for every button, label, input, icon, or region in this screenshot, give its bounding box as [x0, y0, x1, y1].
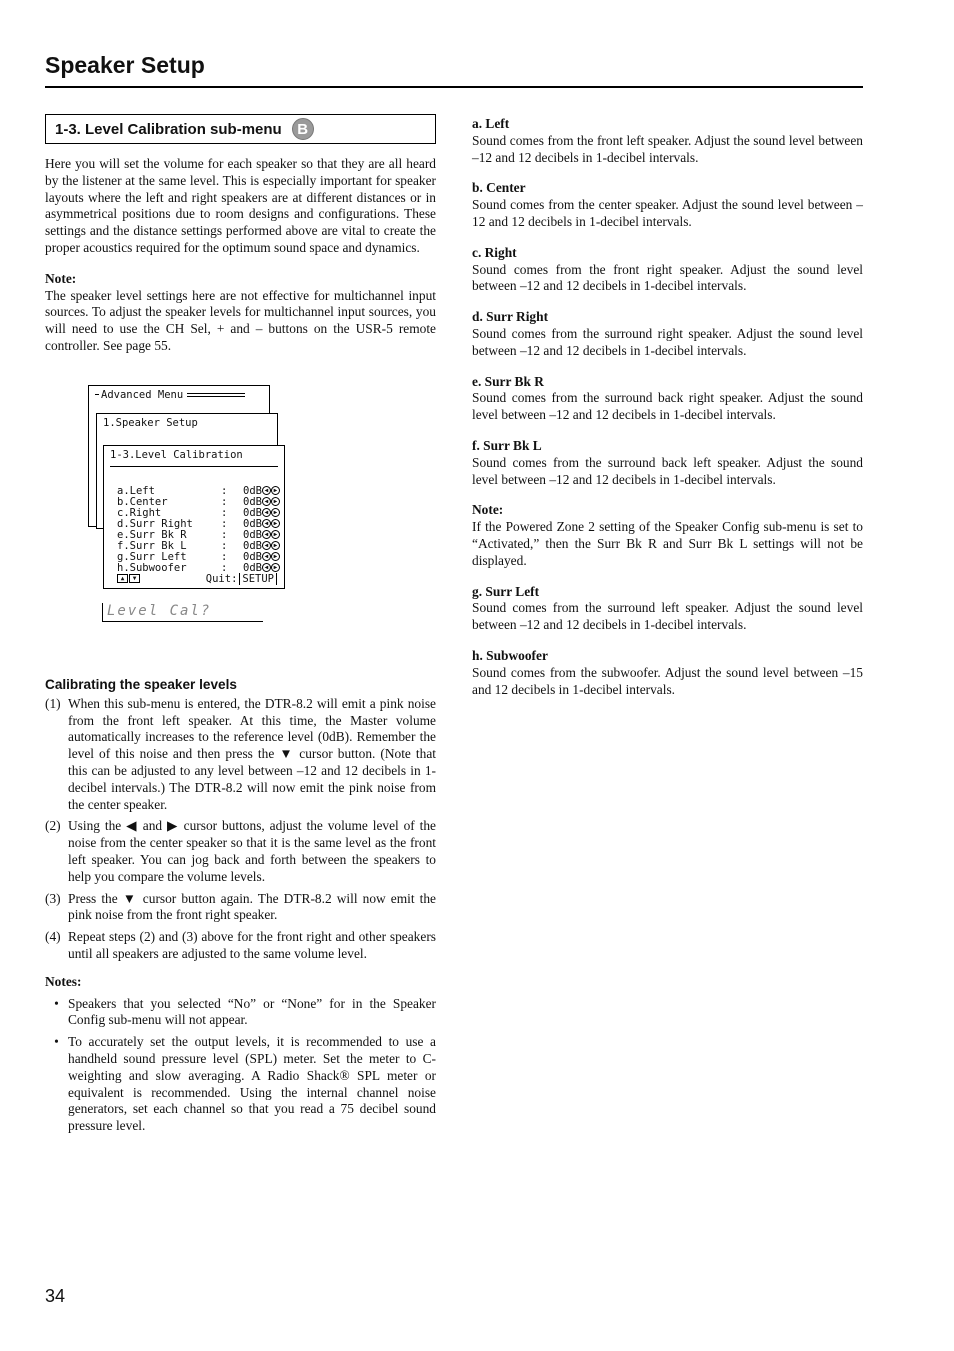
osd-row-value: 0dB — [243, 495, 262, 508]
notes-list — [45, 996, 436, 1135]
note-item-text: To accurately set the output levels, it is recommended to use a handheld sound pressure level (SPL) meter. Set the meter to C-weighting and slow averaging. A Radio Shack® SPL meter or equivalent is recommended. Using the internal channel noise generators, set each channel so that you read a 75 decibel sound pressure level. — [68, 1034, 436, 1134]
section-title: 1-3. Level Calibration sub-menu — [55, 120, 282, 138]
osd-level-calibration-window — [103, 445, 285, 589]
left-arrow-icon: ◀ — [262, 486, 271, 495]
osd-row-name: c.Right — [117, 506, 162, 519]
left-arrow-icon: ◀ — [262, 541, 271, 550]
setting-item — [472, 116, 863, 166]
setting-item — [472, 245, 863, 295]
setting-label: h. Subwoofer — [472, 647, 548, 663]
front-display: Level Cal? — [102, 603, 263, 622]
osd-window-title: 1.Speaker Setup — [103, 416, 198, 429]
osd-row-colon: : — [221, 561, 228, 574]
osd-row-name: a.Left — [117, 484, 155, 497]
step-number: (3) — [45, 890, 61, 906]
step-text: Repeat steps (2) and (3) above for the front right and other speakers until all speakers are adjusted to the same volume level. — [68, 929, 436, 961]
note-text: The speaker level settings here are not effective for multichannel input sources. To adjust the speaker levels for multichannel input sources, you will need to use the CH Sel, + and – buttons on the USR-5 remote controller. See page 55. — [45, 287, 436, 353]
osd-row-value: 0dB — [243, 550, 262, 563]
right-arrow-icon: ▶ — [271, 486, 280, 495]
osd-row-colon: : — [221, 506, 228, 519]
right-arrow-icon: ▶ — [271, 497, 280, 506]
setting-label: g. Surr Left — [472, 583, 540, 599]
step-number: (2) — [45, 818, 61, 834]
osd-row-value: 0dB — [243, 539, 262, 552]
setting-label: d. Surr Right — [472, 309, 549, 325]
calibration-step — [45, 818, 436, 885]
osd-footer — [117, 573, 277, 585]
setting-text: Sound comes from the front left speaker. Adjust the sound level between –12 and 12 decibels in 1-decibel intervals. — [472, 132, 863, 165]
setting-text: Sound comes from the surround back left speaker. Adjust the sound level between –12 and 12 decibels in 1-decibel intervals. — [472, 454, 863, 487]
right-arrow-icon: ▶ — [271, 552, 280, 561]
setting-item — [472, 502, 863, 569]
right-arrow-icon: ▶ — [271, 563, 280, 572]
osd-row-name: f.Surr Bk L — [117, 539, 187, 552]
title-rule — [45, 86, 863, 88]
setting-text: If the Powered Zone 2 setting of the Speaker Config sub-menu is set to “Activated,” then the Surr Bk R and Surr Bk L settings will not be displayed. — [472, 519, 863, 568]
left-arrow-icon: ◀ — [262, 519, 271, 528]
osd-row-colon: : — [221, 550, 228, 563]
left-column — [45, 114, 436, 1140]
osd-row-colon: : — [221, 495, 228, 508]
page-title: Speaker Setup — [45, 52, 205, 78]
step-number: (1) — [45, 695, 61, 711]
setting-label: f. Surr Bk L — [472, 437, 542, 453]
notes-block — [45, 974, 436, 1135]
setting-label: c. Right — [472, 244, 517, 260]
left-arrow-icon: ◀ — [262, 563, 271, 572]
left-arrow-icon: ◀ — [262, 497, 271, 506]
right-column — [472, 116, 863, 712]
step-text: Using the ◀ and ▶ cursor buttons, adjust the volume level of the noise from the center speaker so that it is the same level as the front left speaker. You can jog back and forth between the speakers to help you compare the volume levels. — [68, 818, 436, 884]
note-item — [45, 996, 436, 1030]
step-text: Press the ▼ cursor button again. The DTR-8.2 will now emit the pink noise from the front right speaker. — [68, 890, 436, 923]
setting-item — [472, 584, 863, 634]
right-arrow-icon: ▶ — [271, 508, 280, 517]
osd-quit-label: Quit: — [205, 572, 238, 585]
intro-paragraph: Here you will set the volume for each speaker so that they are all heard by the listener at the same level. This is especially important for speaker layouts where the left and right speakers are at different distances or in asymmetrical positions due to room designs and configurations. These settings and the distance settings performed above are vital to create the proper acoustics required for the optimum sound space and dynamics. — [45, 156, 436, 255]
setting-label: e. Surr Bk R — [472, 373, 544, 389]
setting-item — [472, 648, 863, 698]
notes-label: Notes: — [45, 973, 82, 989]
osd-row-value: 0dB — [243, 517, 262, 530]
left-arrow-icon: ◀ — [262, 508, 271, 517]
osd-row-name: g.Surr Left — [117, 550, 187, 563]
osd-rows — [117, 486, 280, 574]
left-arrow-icon: ◀ — [262, 552, 271, 561]
osd-setup-key: SETUP — [239, 573, 277, 585]
right-arrow-icon: ▶ — [271, 530, 280, 539]
note-item-text: Speakers that you selected “No” or “None” for in the Speaker Config sub-menu will not appear. — [68, 995, 436, 1028]
note-label: Note: — [45, 270, 77, 286]
setting-item — [472, 374, 863, 424]
setting-text: Sound comes from the surround back right speaker. Adjust the sound level between –12 and 12 decibels in 1-decibel intervals. — [472, 390, 863, 423]
note-item — [45, 1034, 436, 1135]
calibration-step — [45, 696, 436, 814]
calibration-heading: Calibrating the speaker levels — [45, 676, 237, 692]
osd-row-name: d.Surr Right — [117, 517, 193, 530]
calibration-steps — [45, 696, 436, 963]
calibration-step — [45, 891, 436, 925]
section-badge: B — [292, 118, 314, 140]
setting-text: Sound comes from the center speaker. Adjust the sound level between –12 and 12 decibels in 1-decibel intervals. — [472, 197, 863, 229]
up-arrow-icon: ▲ — [117, 574, 128, 583]
left-arrow-icon: ◀ — [262, 530, 271, 539]
osd-row-colon: : — [221, 528, 228, 541]
setting-text: Sound comes from the surround right speaker. Adjust the sound level between –12 and 12 decibels in 1-decibel intervals. — [472, 325, 863, 358]
setting-text: Sound comes from the surround left speaker. Adjust the sound level between –12 and 12 decibels in 1-decibel intervals. — [472, 600, 863, 633]
setting-text: Sound comes from the front right speaker. Adjust the sound level between –12 and 12 decibels in 1-decibel intervals. — [472, 261, 863, 294]
right-arrow-icon: ▶ — [271, 541, 280, 550]
setting-label: Note: — [472, 502, 504, 518]
setting-text: Sound comes from the subwoofer. Adjust the sound level between –15 and 12 decibels in 1-decibel intervals. — [472, 664, 863, 697]
osd-row-colon: : — [221, 484, 228, 497]
osd-row-colon: : — [221, 539, 228, 552]
osd-window-title: 1-3.Level Calibration — [110, 448, 243, 461]
setting-item — [472, 438, 863, 488]
osd-row-colon: : — [221, 517, 228, 530]
step-number: (4) — [45, 929, 61, 945]
note-block — [45, 271, 436, 355]
osd-row-name: h.Subwoofer — [117, 561, 187, 574]
osd-title-rule — [110, 466, 278, 467]
step-text: When this sub-menu is entered, the DTR-8.2 will emit a pink noise from the front left speaker. At this time, the Master volume automatically increases to the reference level (0dB). Remember the level of this noise and then press the ▼ cursor button. (Note that this can be adjusted to any level between –12 and 12 decibels in 1-decibel intervals.) The DTR-8.2 will now emit the pink noise from the center speaker. — [68, 695, 436, 812]
osd-row-value: 0dB — [243, 484, 262, 497]
setting-item — [472, 180, 863, 230]
osd-row-name: b.Center — [117, 495, 168, 508]
osd-row-value: 0dB — [243, 528, 262, 541]
setting-label: b. Center — [472, 180, 526, 196]
right-arrow-icon: ▶ — [271, 519, 280, 528]
setting-label: a. Left — [472, 116, 510, 131]
osd-row-name: e.Surr Bk R — [117, 528, 187, 541]
section-header — [45, 114, 436, 144]
bullet-icon: • — [54, 995, 59, 1011]
bullet-icon: • — [54, 1034, 59, 1050]
page-number: 34 — [45, 1286, 66, 1306]
down-arrow-icon: ▼ — [129, 574, 140, 583]
osd-window-title: Advanced Menu — [95, 389, 245, 401]
osd-row-value: 0dB — [243, 506, 262, 519]
osd-row-value: 0dB — [243, 561, 262, 574]
setting-item — [472, 309, 863, 359]
osd-diagram — [45, 381, 436, 641]
calibration-step — [45, 929, 436, 963]
